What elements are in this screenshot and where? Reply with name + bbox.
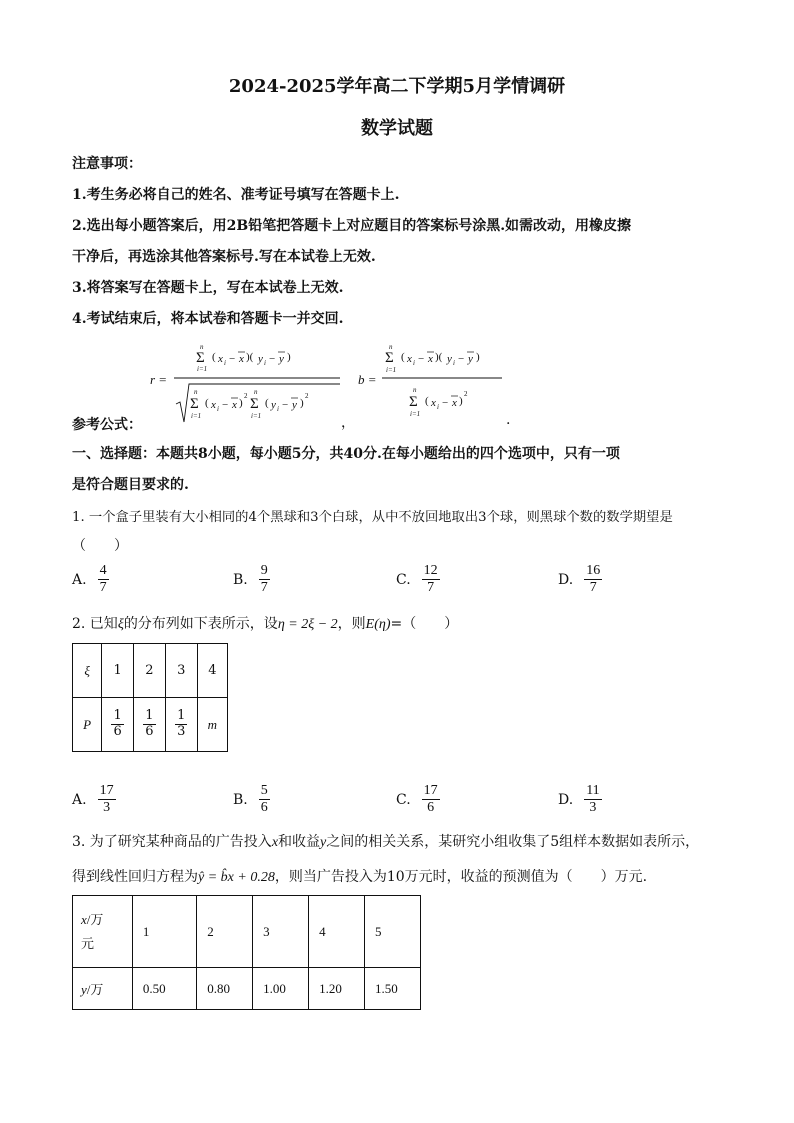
svg-text:n: n (389, 343, 393, 351)
option-label: B. (233, 571, 248, 588)
table-row-head: P (73, 698, 102, 752)
note-item: 2.选出每小题答案后，用2B铅笔把答题卡上对应题目的答案标号涂黑.如需改动，用橡皮擦 (72, 218, 632, 234)
exam-title: 2024-2025学年高二下学期5月学情调研 (228, 76, 566, 97)
q1-paren: （ ） (72, 538, 128, 554)
svg-text:i: i (277, 405, 279, 413)
option-fraction: $\frac{16}{7}$ (586, 563, 601, 596)
svg-text:i=1: i=1 (197, 365, 208, 373)
svg-text:(: ( (205, 397, 209, 409)
table-cell: $\frac{1}{6}$ (102, 698, 134, 752)
svg-text:i=1: i=1 (251, 412, 262, 420)
section-heading: 一、选择题：本题共8小题，每小题5分，共40分.在每小题给出的四个选项中，只有一项 (72, 446, 620, 462)
svg-text:): ) (459, 395, 463, 407)
svg-text:): ) (239, 397, 243, 409)
sample-data-table (72, 895, 421, 1010)
svg-text:Σ: Σ (385, 350, 394, 366)
svg-text:x: x (431, 397, 436, 409)
table-cell: 1 (132, 896, 196, 968)
svg-text:Σ: Σ (409, 394, 418, 410)
svg-text:i: i (437, 403, 439, 411)
svg-text:x: x (452, 397, 457, 409)
table-cell: 3 (165, 644, 197, 698)
table-cell: 1 (102, 644, 134, 698)
svg-text:i=1: i=1 (386, 366, 397, 374)
svg-text:x: x (232, 399, 237, 411)
q2-option-a[interactable] (72, 783, 119, 816)
option-label: C. (396, 791, 411, 808)
q2-option-b[interactable] (233, 783, 273, 816)
note-item: 干净后，再选涂其他答案标号.写在本试卷上无效. (72, 249, 376, 265)
svg-text:−: − (222, 399, 229, 411)
distribution-table (72, 643, 228, 752)
svg-text:n: n (194, 388, 198, 396)
svg-text:Σ: Σ (190, 396, 199, 412)
option-label: C. (396, 571, 411, 588)
table-cell: 1.20 (309, 968, 365, 1010)
q1-stem: 1. 一个盒子里装有大小相同的4个黑球和3个白球，从中不放回地取出3个球，则黑球个数的数学期望是 (72, 510, 673, 525)
formula-period: . (506, 412, 511, 428)
svg-text:): ) (476, 351, 480, 363)
option-fraction: $\frac{17}{3}$ (99, 783, 114, 816)
svg-text:−: − (269, 353, 276, 365)
q1-option-c[interactable] (396, 563, 443, 596)
table-cell: $\frac{1}{6}$ (134, 698, 166, 752)
svg-text:(: ( (212, 351, 216, 363)
table-cell: 1.00 (253, 968, 309, 1010)
svg-text:y: y (271, 399, 276, 411)
table-cell: m (197, 698, 227, 752)
q2-stem: 2. 已知ξ的分布列如下表所示，设η = 2ξ − 2，则E(η)=（ ） (72, 616, 459, 632)
option-fraction: $\frac{12}{7}$ (423, 563, 438, 596)
svg-text:y: y (468, 353, 473, 365)
svg-text:i: i (224, 359, 226, 367)
note-item: 4.考试结束后，将本试卷和答题卡一并交回. (72, 311, 344, 327)
option-fraction: $\frac{9}{7}$ (260, 563, 268, 596)
table-cell: 0.80 (197, 968, 253, 1010)
svg-text:−: − (282, 399, 289, 411)
formula-label: 参考公式： (72, 417, 142, 433)
r-symbol: r = (150, 372, 168, 387)
table-cell: 4 (309, 896, 365, 968)
correlation-formula-graphic (172, 338, 344, 430)
table-cell: 2 (197, 896, 253, 968)
option-fraction: $\frac{11}{3}$ (586, 783, 600, 816)
q1-option-b[interactable] (233, 563, 273, 596)
svg-text:i=1: i=1 (410, 410, 421, 418)
svg-text:−: − (442, 397, 449, 409)
slope-formula-graphic (380, 340, 506, 430)
option-label: A. (72, 571, 87, 588)
svg-text:i: i (413, 359, 415, 367)
svg-text:Σ: Σ (250, 396, 259, 412)
svg-text:y: y (258, 353, 263, 365)
svg-text:−: − (229, 353, 236, 365)
svg-text:)(: )( (246, 351, 254, 363)
svg-text:y: y (279, 353, 284, 365)
table-row-head: ξ (73, 644, 102, 698)
svg-text:n: n (200, 343, 204, 351)
svg-text:y: y (447, 353, 452, 365)
svg-text:): ) (287, 351, 291, 363)
q3-stem: 3. 为了研究某种商品的广告投入x和收益y之间的相关关系，某研究小组收集了5组样本数据如表所示， (72, 834, 700, 850)
svg-text:−: − (458, 353, 465, 365)
slope-formula (358, 340, 511, 430)
svg-text:2: 2 (305, 392, 309, 400)
svg-text:(: ( (265, 397, 269, 409)
q1-option-a[interactable] (72, 563, 112, 596)
formula-comma: ， (341, 415, 355, 431)
option-fraction: $\frac{4}{7}$ (99, 563, 107, 596)
svg-text:2: 2 (244, 392, 248, 400)
q2-option-d[interactable] (558, 783, 605, 816)
table-cell: 1.50 (365, 968, 421, 1010)
svg-text:2: 2 (464, 390, 468, 398)
option-fraction: $\frac{5}{6}$ (260, 783, 268, 816)
option-label: A. (72, 791, 87, 808)
table-cell: 5 (365, 896, 421, 968)
svg-text:i: i (264, 359, 266, 367)
svg-text:x: x (211, 399, 216, 411)
svg-text:i: i (453, 359, 455, 367)
note-item: 1.考生务必将自己的姓名、准考证号填写在答题卡上. (72, 187, 400, 203)
svg-text:i: i (217, 405, 219, 413)
svg-text:x: x (428, 353, 433, 365)
table-row-head: y/万 (73, 968, 133, 1010)
svg-text:−: − (418, 353, 425, 365)
svg-text:x: x (407, 353, 412, 365)
table-cell: 4 (197, 644, 227, 698)
table-cell: 3 (253, 896, 309, 968)
option-fraction: $\frac{17}{6}$ (423, 783, 438, 816)
q3-stem-cont: 得到线性回归方程为ŷ = b̂x + 0.28，则当广告投入为10万元时，收益的预测值为（ ）万元. (72, 869, 648, 885)
b-symbol: b = (358, 372, 377, 387)
svg-text:(: ( (425, 395, 429, 407)
svg-text:): ) (300, 397, 304, 409)
table-cell: 0.50 (132, 968, 196, 1010)
svg-text:y: y (292, 399, 297, 411)
svg-text:Σ: Σ (196, 350, 205, 366)
svg-text:x: x (218, 353, 223, 365)
svg-text:i=1: i=1 (191, 412, 202, 420)
section-heading-cont: 是符合题目要求的. (72, 477, 189, 493)
svg-text:n: n (254, 388, 258, 396)
table-row-head: x/万 元 (73, 896, 133, 968)
option-label: B. (233, 791, 248, 808)
q1-option-d[interactable] (558, 563, 605, 596)
svg-text:n: n (413, 386, 417, 394)
note-item: 3.将答案写在答题卡上，写在本试卷上无效. (72, 280, 344, 296)
table-cell: $\frac{1}{3}$ (165, 698, 197, 752)
table-cell: 2 (134, 644, 166, 698)
svg-text:)(: )( (435, 351, 443, 363)
option-label: D. (558, 571, 574, 588)
option-label: D. (558, 791, 574, 808)
svg-text:x: x (239, 353, 244, 365)
exam-subtitle: 数学试题 (361, 118, 433, 139)
correlation-formula (150, 338, 345, 430)
q2-option-c[interactable] (396, 783, 443, 816)
svg-text:(: ( (401, 351, 405, 363)
notes-heading: 注意事项： (72, 156, 142, 172)
